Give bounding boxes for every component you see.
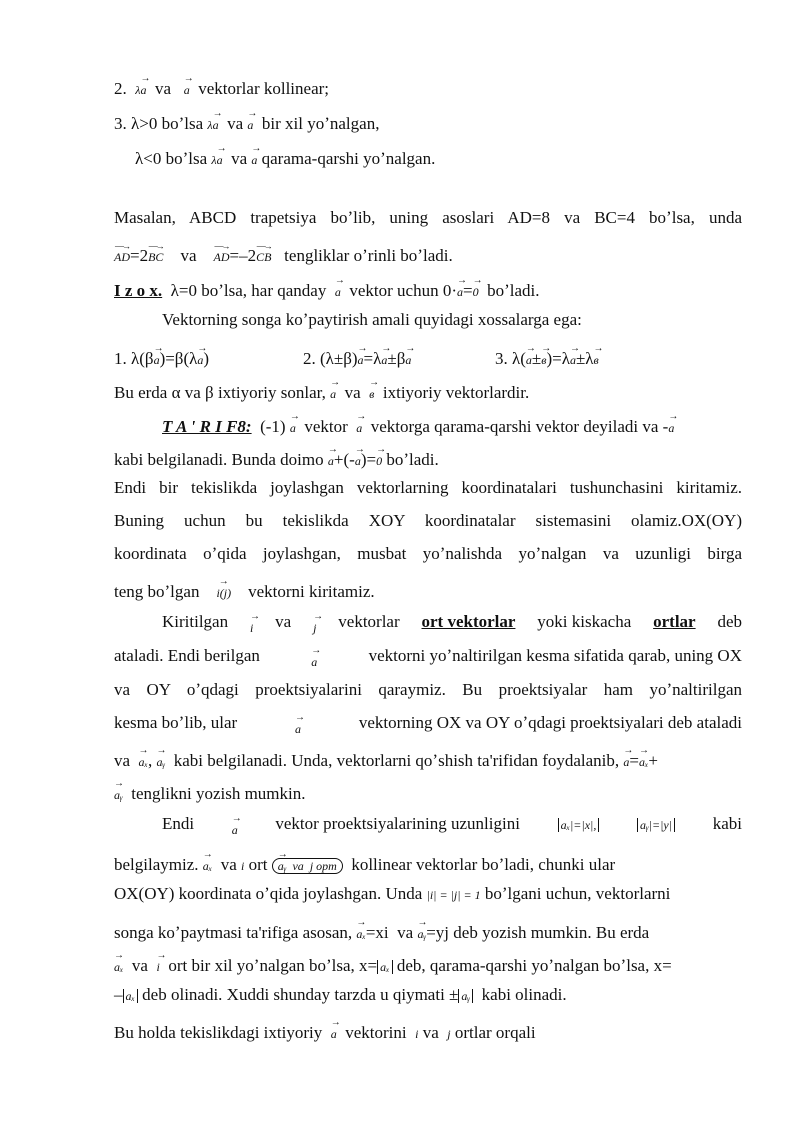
- text-line: koordinata oʼqida joylashgan, musbat yoʼnalishda yoʼnalgan va uzunligi birga: [114, 544, 742, 563]
- text-line: → aₓ va → i ort bir xil yoʼnalgan boʼlsa, x= aₓ deb, qarama-qarshi yoʼnalgan boʼlsa, x=: [114, 950, 672, 978]
- text-line: 3. λ>0 boʼlsa λ→ a va → a bir xil yoʼnalgan,: [114, 108, 379, 136]
- text-line: —→ AD=2—→ BC va —→ AD=–2—→ CB tengliklar oʼrinli boʼladi.: [114, 240, 453, 268]
- text-line: kesma boʼlib, ular → a vektorning OX va OY oʼqdagi proektsiyalari deb ataladi: [114, 712, 742, 740]
- text-line: teng boʼlgan → i(j) vektorni kiritamiz.: [114, 576, 375, 604]
- text-line: Masalan, ABCD trapetsiya boʼlib, uning asoslari AD=8 va BC=4 boʼlsa, unda: [114, 208, 742, 227]
- text-line: Buning uchun bu tekislikda XOY koordinatalar sistemasini olamiz.OX(OY): [114, 511, 742, 530]
- text-line: 3. λ(→ a±→ в)=λ→ a±λ→ в: [495, 343, 599, 371]
- text-line: Bu erda α va β ixtiyoriy sonlar, → a va → в ixtiyoriy vektorlardir.: [114, 377, 529, 405]
- text-line: OX(OY) koordinata oʼqida joylashgan. Unda |i| = |j| = 1 boʼlgani uchun, vektorlarni: [114, 884, 671, 903]
- text-line: belgilaymiz. → aₓ va i ort → aᵧ va j opт kollinear vektorlar boʼladi, chunki ular: [114, 849, 615, 877]
- text-line: Endi bir tekislikda joylashgan vektorlarning koordinatalari tushunchasini kiritamiz.: [114, 478, 742, 497]
- text-line: 2. λ→ a va → a vektorlar kollinear;: [114, 73, 329, 101]
- text-line: T A ' R I F8: (-1) → a vektor → a vektorga qarama-qarshi vektor deyiladi va -→ a: [162, 411, 674, 439]
- text-line: Kiritilgan → i va → j vektorlar ort vektorlar yoki kiskacha ortlar deb: [162, 611, 742, 639]
- text-line: → aᵧ tenglikni yozish mumkin.: [114, 778, 306, 806]
- text-line: λ<0 boʼlsa λ→ a va → a qarama-qarshi yoʼnalgan.: [135, 143, 435, 171]
- text-line: va OY oʼqdagi proektsiyalarini qaraymiz. Bu proektsiyalar ham yoʼnaltirilgan: [114, 680, 742, 699]
- text-line: Vektorning songa koʼpaytirish amali quyidagi xossalarga ega:: [162, 310, 582, 329]
- text-line: kabi belgilanadi. Bunda doimo → a+(-→ a)=→ 0 boʼladi.: [114, 444, 439, 472]
- text-line: 1. λ(β→ a)=β(λ→ a): [114, 343, 209, 371]
- text-line: Bu holda tekislikdagi ixtiyoriy → a vektorini i va j ortlar orqali: [114, 1017, 536, 1045]
- text-line: I z o x. λ=0 boʼlsa, har qanday → a vektor uchun 0·→ a=→ 0 boʼladi.: [114, 275, 540, 303]
- text-line: va → aₓ, → aᵧ kabi belgilanadi. Unda, vektorlarni qoʼshish ta'rifidan foydalanib, → a=→ aₓ+: [114, 745, 658, 773]
- text-line: 2. (λ±β)→ a=λ→ a±β→ a: [303, 343, 411, 371]
- text-line: – aₓ deb olinadi. Xuddi shunday tarzda u qiymati ± aᵧ kabi olinadi.: [114, 985, 567, 1004]
- text-line: Endi → a vektor proektsiyalarining uzunligini aₓ|=|x|, aᵧ|=|y| kabi: [162, 813, 742, 841]
- text-line: songa koʼpaytmasi ta'rifiga asosan, → aₓ=xi va → aᵧ=yj deb yozish mumkin. Bu erda: [114, 917, 649, 945]
- text-line: ataladi. Endi berilgan → a vektorni yoʼnaltirilgan kesma sifatida qarab, uning OX: [114, 645, 742, 673]
